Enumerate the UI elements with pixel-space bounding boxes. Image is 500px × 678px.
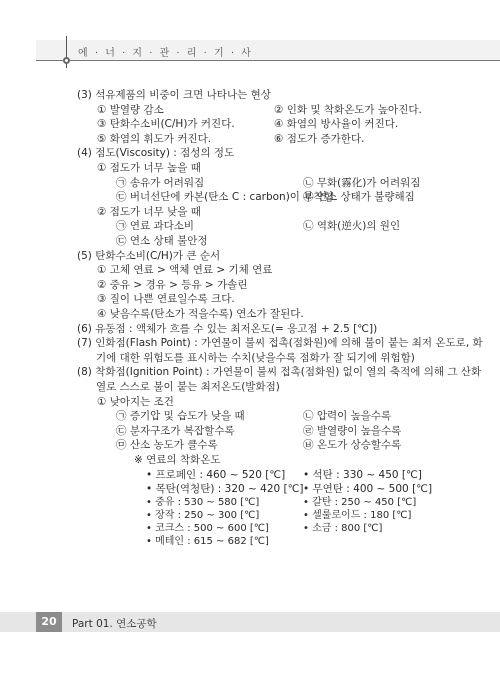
- list-item: • 장작 : 250 ~ 300 [℃]: [146, 509, 260, 521]
- list-item: ㉡ 역화(逆火)의 원인: [303, 220, 401, 233]
- list-item: • 코크스 : 500 ~ 600 [℃]: [146, 522, 269, 534]
- list-item: ㉢ 분자구조가 복잡할수록: [116, 424, 235, 437]
- list-item: ② 점도가 너무 낮을 때: [97, 205, 201, 218]
- list-item: ③ 질이 나쁜 연료일수록 크다.: [97, 293, 235, 306]
- list-item: • 프로페인 : 460 ~ 520 [℃]: [146, 468, 286, 481]
- list-item: ㉠ 증기압 및 습도가 낮을 때: [116, 410, 245, 423]
- list-item: • 석탄 : 330 ~ 450 [℃]: [303, 468, 422, 481]
- running-header: 에 · 너 · 지 · 관 · 리 · 기 · 사: [78, 48, 253, 59]
- list-item: ㉡ 압력이 높을수록: [303, 410, 392, 423]
- list-item: ㉣ 연소 상태가 불량해짐: [303, 191, 415, 204]
- header-rule: [36, 60, 500, 61]
- list-item: ① 점도가 너무 높을 때: [97, 162, 201, 174]
- list-item: ⑥ 점도가 증가한다.: [274, 132, 365, 145]
- list-item: ② 인화 및 착화온도가 높아진다.: [274, 103, 422, 116]
- list-item: ㉡ 무화(霧化)가 어려워짐: [303, 176, 421, 189]
- heading-4: (4) 점도(Viscosity) : 점성의 정도: [77, 147, 235, 160]
- footer-chapter: Part 01. 연소공학: [72, 618, 157, 630]
- list-item: ㉣ 발열량이 높을수록: [303, 424, 402, 437]
- list-item: ㉢ 연소 상태 불안정: [116, 235, 208, 247]
- list-item: ① 고체 연료 > 액체 연료 > 기체 연료: [97, 264, 273, 277]
- list-item: ④ 화염의 방사율이 커진다.: [274, 118, 399, 131]
- heading-7: (7) 인화점(Flash Point) : 가연물이 불씨 접촉(점화원)에 의해 불이 붙는 최저 온도로, 화: [77, 337, 483, 350]
- paragraph-continuation: 열로 스스로 불이 붙는 최저온도(발화점): [96, 381, 280, 393]
- paragraph-continuation: 기에 대한 위험도를 표시하는 수치(낮을수록 점화가 잘 되기에 위험함): [96, 351, 415, 364]
- list-item: • 메테인 : 615 ~ 682 [℃]: [146, 535, 269, 547]
- list-item: • 갈탄 : 250 ~ 450 [℃]: [303, 496, 417, 508]
- list-item: ④ 낮음수록(탄소가 적을수록) 연소가 잘된다.: [97, 308, 304, 320]
- list-item: ② 중유 > 경유 > 등유 > 가솔린: [97, 278, 248, 291]
- heading-6: (6) 유동점 : 액체가 흐를 수 있는 최저온도(= 응고점 + 2.5 [℃]): [77, 322, 378, 335]
- list-item: ⑤ 화염의 휘도가 커진다.: [97, 132, 212, 145]
- list-item: ㉤ 산소 농도가 클수록: [116, 439, 218, 452]
- heading-3: (3) 석유제품의 비중이 크면 나타나는 현상: [77, 89, 271, 101]
- list-item: • 무연탄 : 400 ~ 500 [℃]: [303, 483, 433, 496]
- list-item: ① 낮아지는 조건: [97, 395, 174, 408]
- list-item: • 목탄(역청탄) : 320 ~ 420 [℃]: [146, 483, 304, 496]
- page-number: 20: [36, 612, 62, 632]
- list-item: • 셀룰로이드 : 180 [℃]: [303, 509, 412, 521]
- list-item: ① 발열량 감소: [97, 103, 164, 116]
- list-item: ③ 탄화수소비(C/H)가 커진다.: [97, 118, 235, 131]
- note-heading: ※ 연료의 착화온도: [134, 454, 221, 466]
- heading-8: (8) 착화점(Ignition Point) : 가연물이 불씨 접촉(점화원) 없이 열의 축적에 의해 그 산화: [77, 366, 482, 379]
- header-dot-icon: [63, 57, 70, 64]
- list-item: ㉠ 연료 과다소비: [116, 220, 195, 233]
- list-item: ㉥ 온도가 상승할수록: [303, 439, 402, 452]
- list-item: • 소금 : 800 [℃]: [303, 522, 383, 534]
- list-item: ㉢ 버너선단에 카본(탄소 C : carbon)이 부착함: [116, 191, 334, 204]
- list-item: ㉠ 송유가 어려워짐: [116, 176, 205, 189]
- list-item: • 중유 : 530 ~ 580 [℃]: [146, 496, 260, 508]
- heading-5: (5) 탄화수소비(C/H)가 큰 순서: [77, 249, 221, 262]
